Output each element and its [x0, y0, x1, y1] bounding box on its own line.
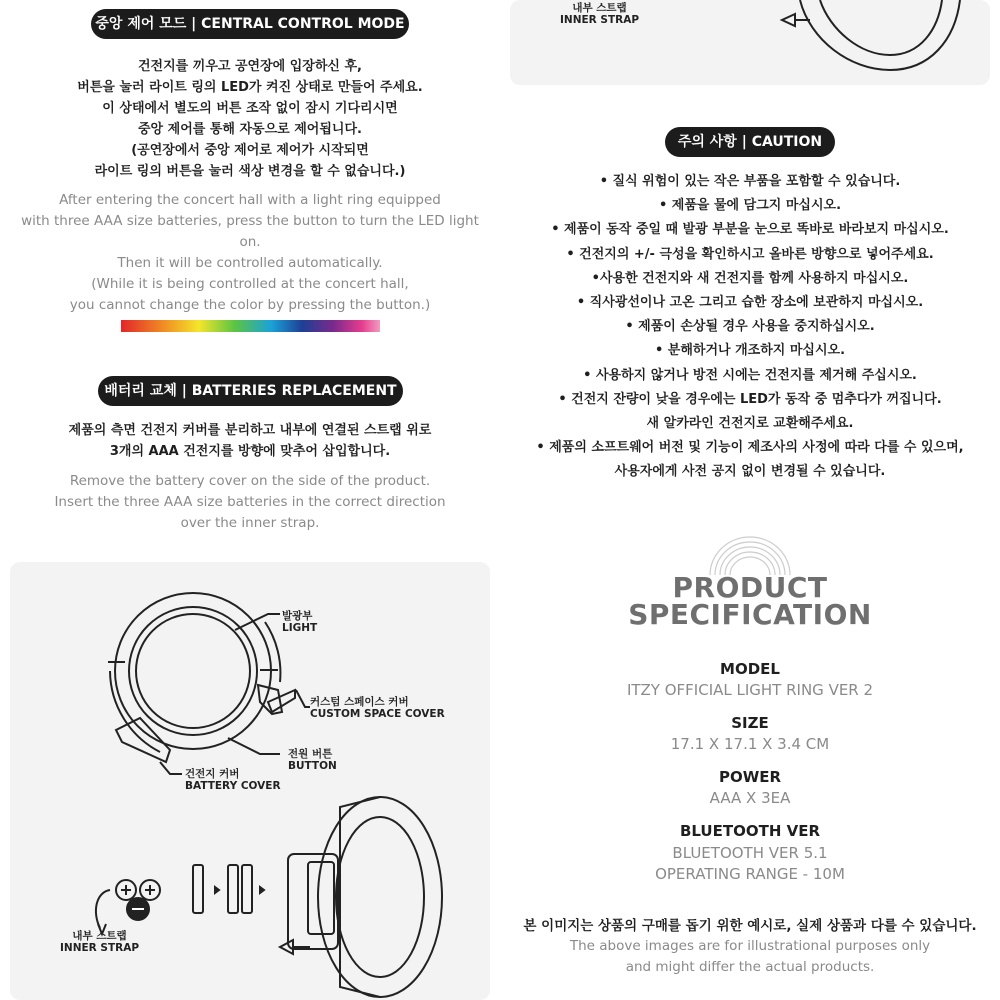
- power-heading: POWER: [718, 768, 782, 786]
- top-diagram-panel: [510, 0, 990, 85]
- caution-item: • 분해하거나 개조하지 마십시오.: [654, 343, 846, 359]
- model-value: ITZY OFFICIAL LIGHT RING VER 2: [626, 681, 874, 699]
- central-ko-text: 건전지를 끼우고 공연장에 입장하신 후, 버튼을 눌러 라이트 링의 LED가 켜진 상태로 만들어 주세요. 이 상태에서 별도의 버튼 조작 없이 잠시 기다리시면 중앙 제어를 통해 자동으로 제어됩니다. (공연장에서 중앙 제어로 제어가 시작되면 라이트 링의 버튼을 눌러 색상 변경을 할 수 없습니다.): [77, 59, 423, 179]
- caution-list: [510, 170, 990, 485]
- light-label: 발광부 LIGHT: [282, 610, 318, 634]
- central-control-title: 중앙 제어 모드 | CENTRAL CONTROL MODE: [91, 9, 409, 39]
- model-heading: MODEL: [720, 660, 780, 678]
- battery-diagram-panel: [10, 562, 490, 1000]
- battery-ko-text: 제품의 측면 건전지 커버를 분리하고 내부에 연결된 스트랩 위로 3개의 AAA 건전지를 방향에 맞추어 삽입합니다.: [68, 423, 432, 459]
- spec-arc-icon: [705, 535, 795, 575]
- caution-item: • 제품을 물에 담그지 마십시오.: [658, 198, 842, 214]
- power-value: AAA X 3EA: [709, 789, 791, 807]
- caution-item: • 제품의 소프트웨어 버전 및 기능이 제조사의 사정에 따라 다를 수 있으며,: [536, 440, 964, 456]
- footer-disclaimer-ko: 본 이미지는 상품의 구매를 돕기 위한 예시로, 실제 상품과 다를 수 있습니다.: [523, 918, 977, 934]
- size-value: 17.1 X 17.1 X 3.4 CM: [670, 735, 830, 753]
- caution-item: • 직사광선이나 고온 그리고 습한 장소에 보관하지 마십시오.: [576, 295, 924, 311]
- caution-item: • 건전지 잔량이 낮을 경우에는 LED가 동작 중 멈추다가 꺼집니다.: [558, 391, 942, 407]
- size-heading: SIZE: [731, 714, 769, 732]
- caution-title: 주의 사항 | CAUTION: [665, 127, 835, 157]
- footer-disclaimer-en: The above images are for illustrational purposes only and might differ the actual products.: [569, 938, 931, 975]
- caution-item: • 질식 위험이 있는 작은 부품을 포함할 수 있습니다.: [599, 174, 901, 189]
- central-en-text: After entering the concert hall with a light ring equipped with three AAA size batteries, press the button to turn the LED light on. Then it will be controlled automatically. (While it is being controlled at the concert hall, you cannot change the color by pressing the button.): [21, 192, 479, 313]
- caution-item: • 제품이 손상될 경우 사용을 중지하십시오.: [625, 319, 875, 335]
- battery-replacement-title: 배터리 교체 | BATTERIES REPLACEMENT: [98, 376, 403, 406]
- battery-en-text: Remove the battery cover on the side of the product. Insert the three AAA size batteries in the correct direction over the inner strap.: [54, 473, 446, 531]
- custom-space-cover-label: 커스텀 스페이스 커버 CUSTOM SPACE COVER: [310, 696, 445, 720]
- caution-item: 새 알카라인 건전지로 교환해주세요.: [646, 416, 854, 432]
- caution-item: •사용한 건전지와 새 건전지를 함께 사용하지 마십시오.: [591, 270, 909, 286]
- inner-strap-label: 내부 스트랩 INNER STRAP: [60, 930, 140, 954]
- caution-item: • 건전지의 +/- 극성을 확인하시고 올바른 방향으로 넣어주세요.: [566, 246, 934, 262]
- caution-item: • 사용하지 않거나 방전 시에는 건전지를 제거해 주십시오.: [583, 367, 917, 383]
- bluetooth-heading: BLUETOOTH VER: [679, 822, 821, 840]
- spec-title: PRODUCT SPECIFICATION: [628, 571, 872, 631]
- caution-item: 사용자에게 사전 공지 없이 변경될 수 있습니다.: [614, 464, 886, 480]
- button-label: 전원 버튼 BUTTON: [288, 748, 337, 772]
- color-spectrum-bar: [121, 320, 380, 332]
- inner-strap-top-label: 내부 스트랩 INNER STRAP: [560, 2, 640, 26]
- bluetooth-value: BLUETOOTH VER 5.1 OPERATING RANGE - 10M: [655, 844, 845, 883]
- caution-item: • 제품이 동작 중일 때 발광 부분을 눈으로 똑바로 바라보지 마십시오.: [551, 222, 949, 238]
- battery-cover-label: 건전지 커버 BATTERY COVER: [185, 768, 281, 792]
